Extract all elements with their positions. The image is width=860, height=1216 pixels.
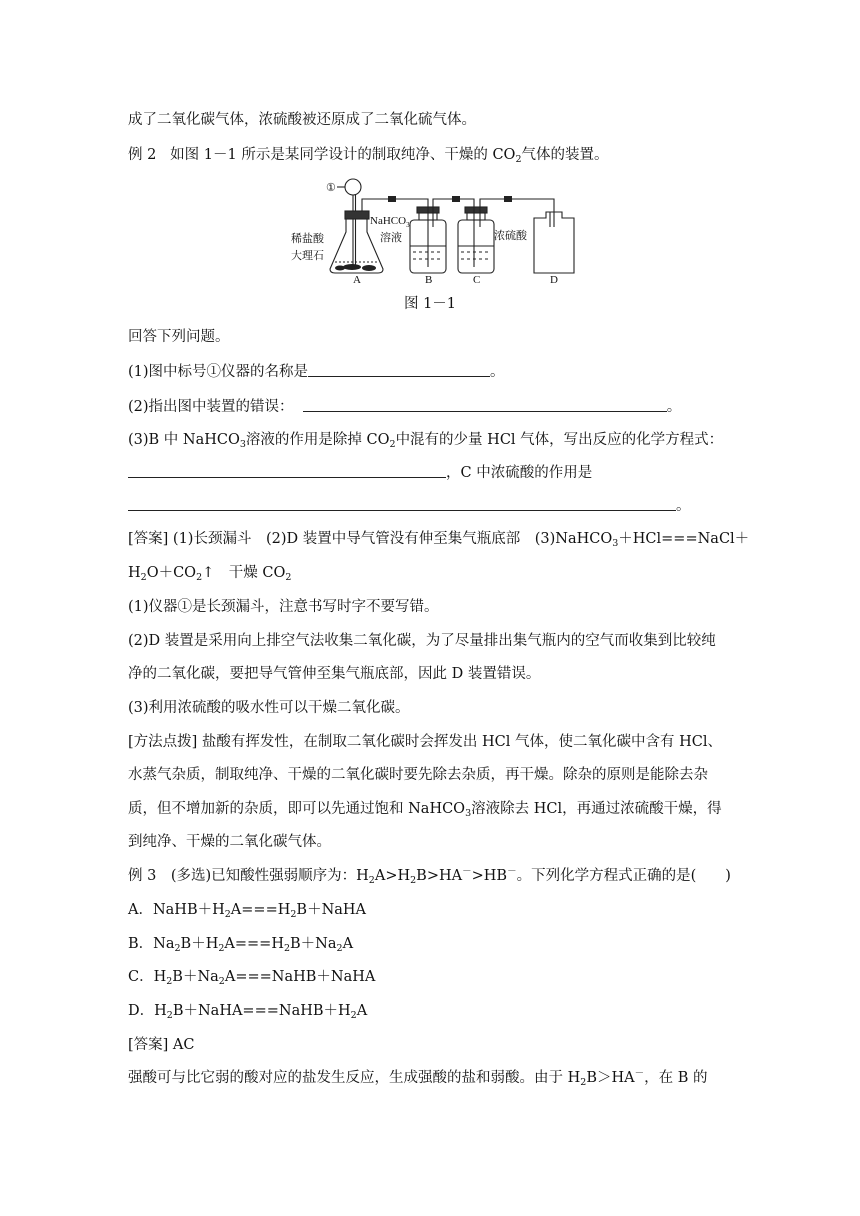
subscript: 2 bbox=[283, 943, 291, 954]
text: A bbox=[342, 936, 354, 952]
text: ，在 B 的 bbox=[644, 1070, 708, 1086]
text: B＋H bbox=[180, 936, 219, 952]
text: (1)图中标号①仪器的名称是 bbox=[128, 364, 309, 380]
text: 溶液除去 HCl，再通过浓硫酸干燥，得 bbox=[471, 801, 722, 817]
subscript: 2 bbox=[368, 875, 375, 886]
subscript: 2 bbox=[174, 943, 181, 954]
figure-label: ① bbox=[326, 182, 336, 194]
tip-line: 水蒸气杂质，制取纯净、干燥的二氧化碳时要先除去杂质，再干燥。除杂的原则是能除去杂 bbox=[128, 767, 708, 783]
figure-label: 稀盐酸 bbox=[291, 233, 324, 245]
text: 中混有的少量 HCl 气体，写出反应的化学方程式： bbox=[395, 432, 724, 448]
text: 。下列化学方程式正确的是( ) bbox=[516, 868, 731, 884]
explanation-line: (3)利用浓硫酸的吸水性可以干燥二氧化碳。 bbox=[128, 700, 410, 716]
figure-label: NaHCO$_3$ bbox=[370, 215, 410, 229]
text: A===H bbox=[230, 902, 291, 918]
text: 质，但不增加新的杂质，即可以先通过饱和 NaHCO bbox=[128, 801, 466, 817]
question-3-blank-line bbox=[128, 496, 691, 516]
superscript: － bbox=[507, 866, 517, 877]
question-2 bbox=[128, 397, 681, 417]
explanation-line bbox=[128, 1068, 707, 1088]
text: A>H bbox=[374, 868, 411, 884]
option-b bbox=[128, 934, 353, 954]
text: 如图 1－1 所示是某同学设计的制取纯净、干燥的 CO bbox=[170, 147, 516, 163]
text: B＋NaHA===NaHB＋H bbox=[172, 1003, 351, 1019]
figure-label: 溶液 bbox=[380, 232, 402, 244]
text: B＋Na bbox=[290, 936, 337, 952]
text: ＋HCl===NaCl＋ bbox=[618, 531, 750, 547]
subscript: 2 bbox=[218, 976, 225, 987]
text: 溶液的作用是除掉 CO bbox=[245, 432, 390, 448]
text: A．NaHB＋H bbox=[128, 902, 225, 918]
option-d bbox=[128, 1001, 367, 1021]
subscript: 2 bbox=[580, 1077, 587, 1088]
example-label: 例 2 bbox=[128, 147, 157, 163]
subscript: 2 bbox=[336, 943, 343, 954]
answer-line bbox=[128, 563, 291, 583]
superscript: － bbox=[634, 1068, 645, 1079]
text: B＞HA bbox=[586, 1070, 635, 1086]
text: B＋Na bbox=[172, 969, 219, 985]
subscript: 2 bbox=[196, 572, 203, 583]
text: D．H bbox=[128, 1003, 167, 1019]
answer-blank bbox=[303, 397, 667, 412]
subscript: 2 bbox=[410, 875, 417, 886]
explanation-line: (2)D 装置是采用向上排空气法收集二氧化碳，为了尽量排出集气瓶内的空气而收集到比较纯 bbox=[128, 633, 716, 649]
text: B＋NaHA bbox=[296, 902, 367, 918]
figure-label: 浓硫酸 bbox=[494, 230, 527, 242]
text: O＋CO bbox=[146, 565, 197, 581]
text: (3)B 中 NaHCO bbox=[128, 432, 240, 448]
text: >HB bbox=[471, 868, 508, 884]
figure-label: B bbox=[425, 274, 433, 284]
subscript: 2 bbox=[140, 572, 147, 583]
answer-line bbox=[128, 529, 749, 549]
figure-label: D bbox=[550, 274, 558, 284]
text: 气体的装置。 bbox=[521, 147, 609, 163]
subscript: 2 bbox=[166, 1010, 173, 1021]
tip-line: 到纯净、干燥的二氧化碳气体。 bbox=[128, 834, 331, 850]
question-3 bbox=[128, 430, 723, 450]
explanation-line: 净的二氧化碳，要把导气管伸至集气瓶底部，因此 D 装置错误。 bbox=[128, 666, 541, 682]
text: A bbox=[356, 1003, 368, 1019]
example-3-heading bbox=[128, 866, 731, 886]
option-c bbox=[128, 967, 375, 987]
apparatus-figure bbox=[290, 172, 590, 284]
subscript: 2 bbox=[285, 572, 292, 583]
stopper bbox=[345, 211, 369, 219]
text-line: 成了二氧化碳气体，浓硫酸被还原成了二氧化硫气体。 bbox=[128, 112, 476, 128]
text: 例 3 (多选)已知酸性强弱顺序为：H bbox=[128, 868, 369, 884]
example-2-heading bbox=[128, 145, 608, 165]
text: C．H bbox=[128, 969, 167, 985]
text: H bbox=[128, 565, 141, 581]
subscript: 3 bbox=[465, 808, 472, 819]
text: 。 bbox=[666, 399, 682, 415]
figure-label: 大理石 bbox=[291, 250, 324, 262]
text: A===NaHB＋NaHA bbox=[224, 969, 376, 985]
question-3-blank-line bbox=[128, 463, 592, 483]
text: ，C 中浓硫酸的作用是 bbox=[446, 465, 593, 481]
text: (2)指出图中装置的错误： bbox=[128, 399, 294, 415]
subscript: 2 bbox=[350, 1010, 357, 1021]
superscript: － bbox=[462, 866, 472, 877]
text: 强酸可与比它弱的酸对应的盐发生反应，生成强酸的盐和弱酸。由于 H bbox=[128, 1070, 581, 1086]
subscript: 2 bbox=[218, 943, 225, 954]
answer-line: [答案] AC bbox=[128, 1037, 195, 1053]
subscript: 3 bbox=[239, 439, 246, 450]
subscript: 2 bbox=[389, 439, 396, 450]
figure-label: A bbox=[353, 274, 361, 284]
answer-blank bbox=[128, 496, 676, 511]
text: ↑ 干燥 CO bbox=[202, 565, 286, 581]
text: B．Na bbox=[128, 936, 175, 952]
text: A===H bbox=[224, 936, 284, 952]
subscript: 3 bbox=[612, 538, 619, 549]
figure-caption: 图 1－1 bbox=[403, 296, 457, 312]
figure-label: C bbox=[473, 274, 481, 284]
option-a bbox=[128, 900, 366, 920]
text: 。 bbox=[490, 364, 505, 380]
subscript: 2 bbox=[515, 154, 522, 165]
subscript: 2 bbox=[224, 909, 231, 920]
subscript: 2 bbox=[166, 976, 173, 987]
tip-line bbox=[128, 799, 722, 819]
answer-blank bbox=[308, 362, 490, 377]
question-1 bbox=[128, 362, 505, 382]
text: [答案] (1)长颈漏斗 (2)D 装置中导气管没有伸至集气瓶底部 (3)NaHCO bbox=[128, 531, 613, 547]
text: 。 bbox=[676, 498, 691, 514]
text: B>HA bbox=[416, 868, 463, 884]
explanation-line: (1)仪器①是长颈漏斗，注意书写时字不要写错。 bbox=[128, 599, 439, 615]
tip-line: [方法点拨] 盐酸有挥发性，在制取二氧化碳时会挥发出 HCl 气体，使二氧化碳中含有 HCl、 bbox=[128, 734, 723, 750]
answer-blank bbox=[128, 463, 446, 478]
subscript: 2 bbox=[290, 909, 297, 920]
funnel-bulb bbox=[345, 179, 361, 195]
text-line: 回答下列问题。 bbox=[128, 329, 230, 345]
